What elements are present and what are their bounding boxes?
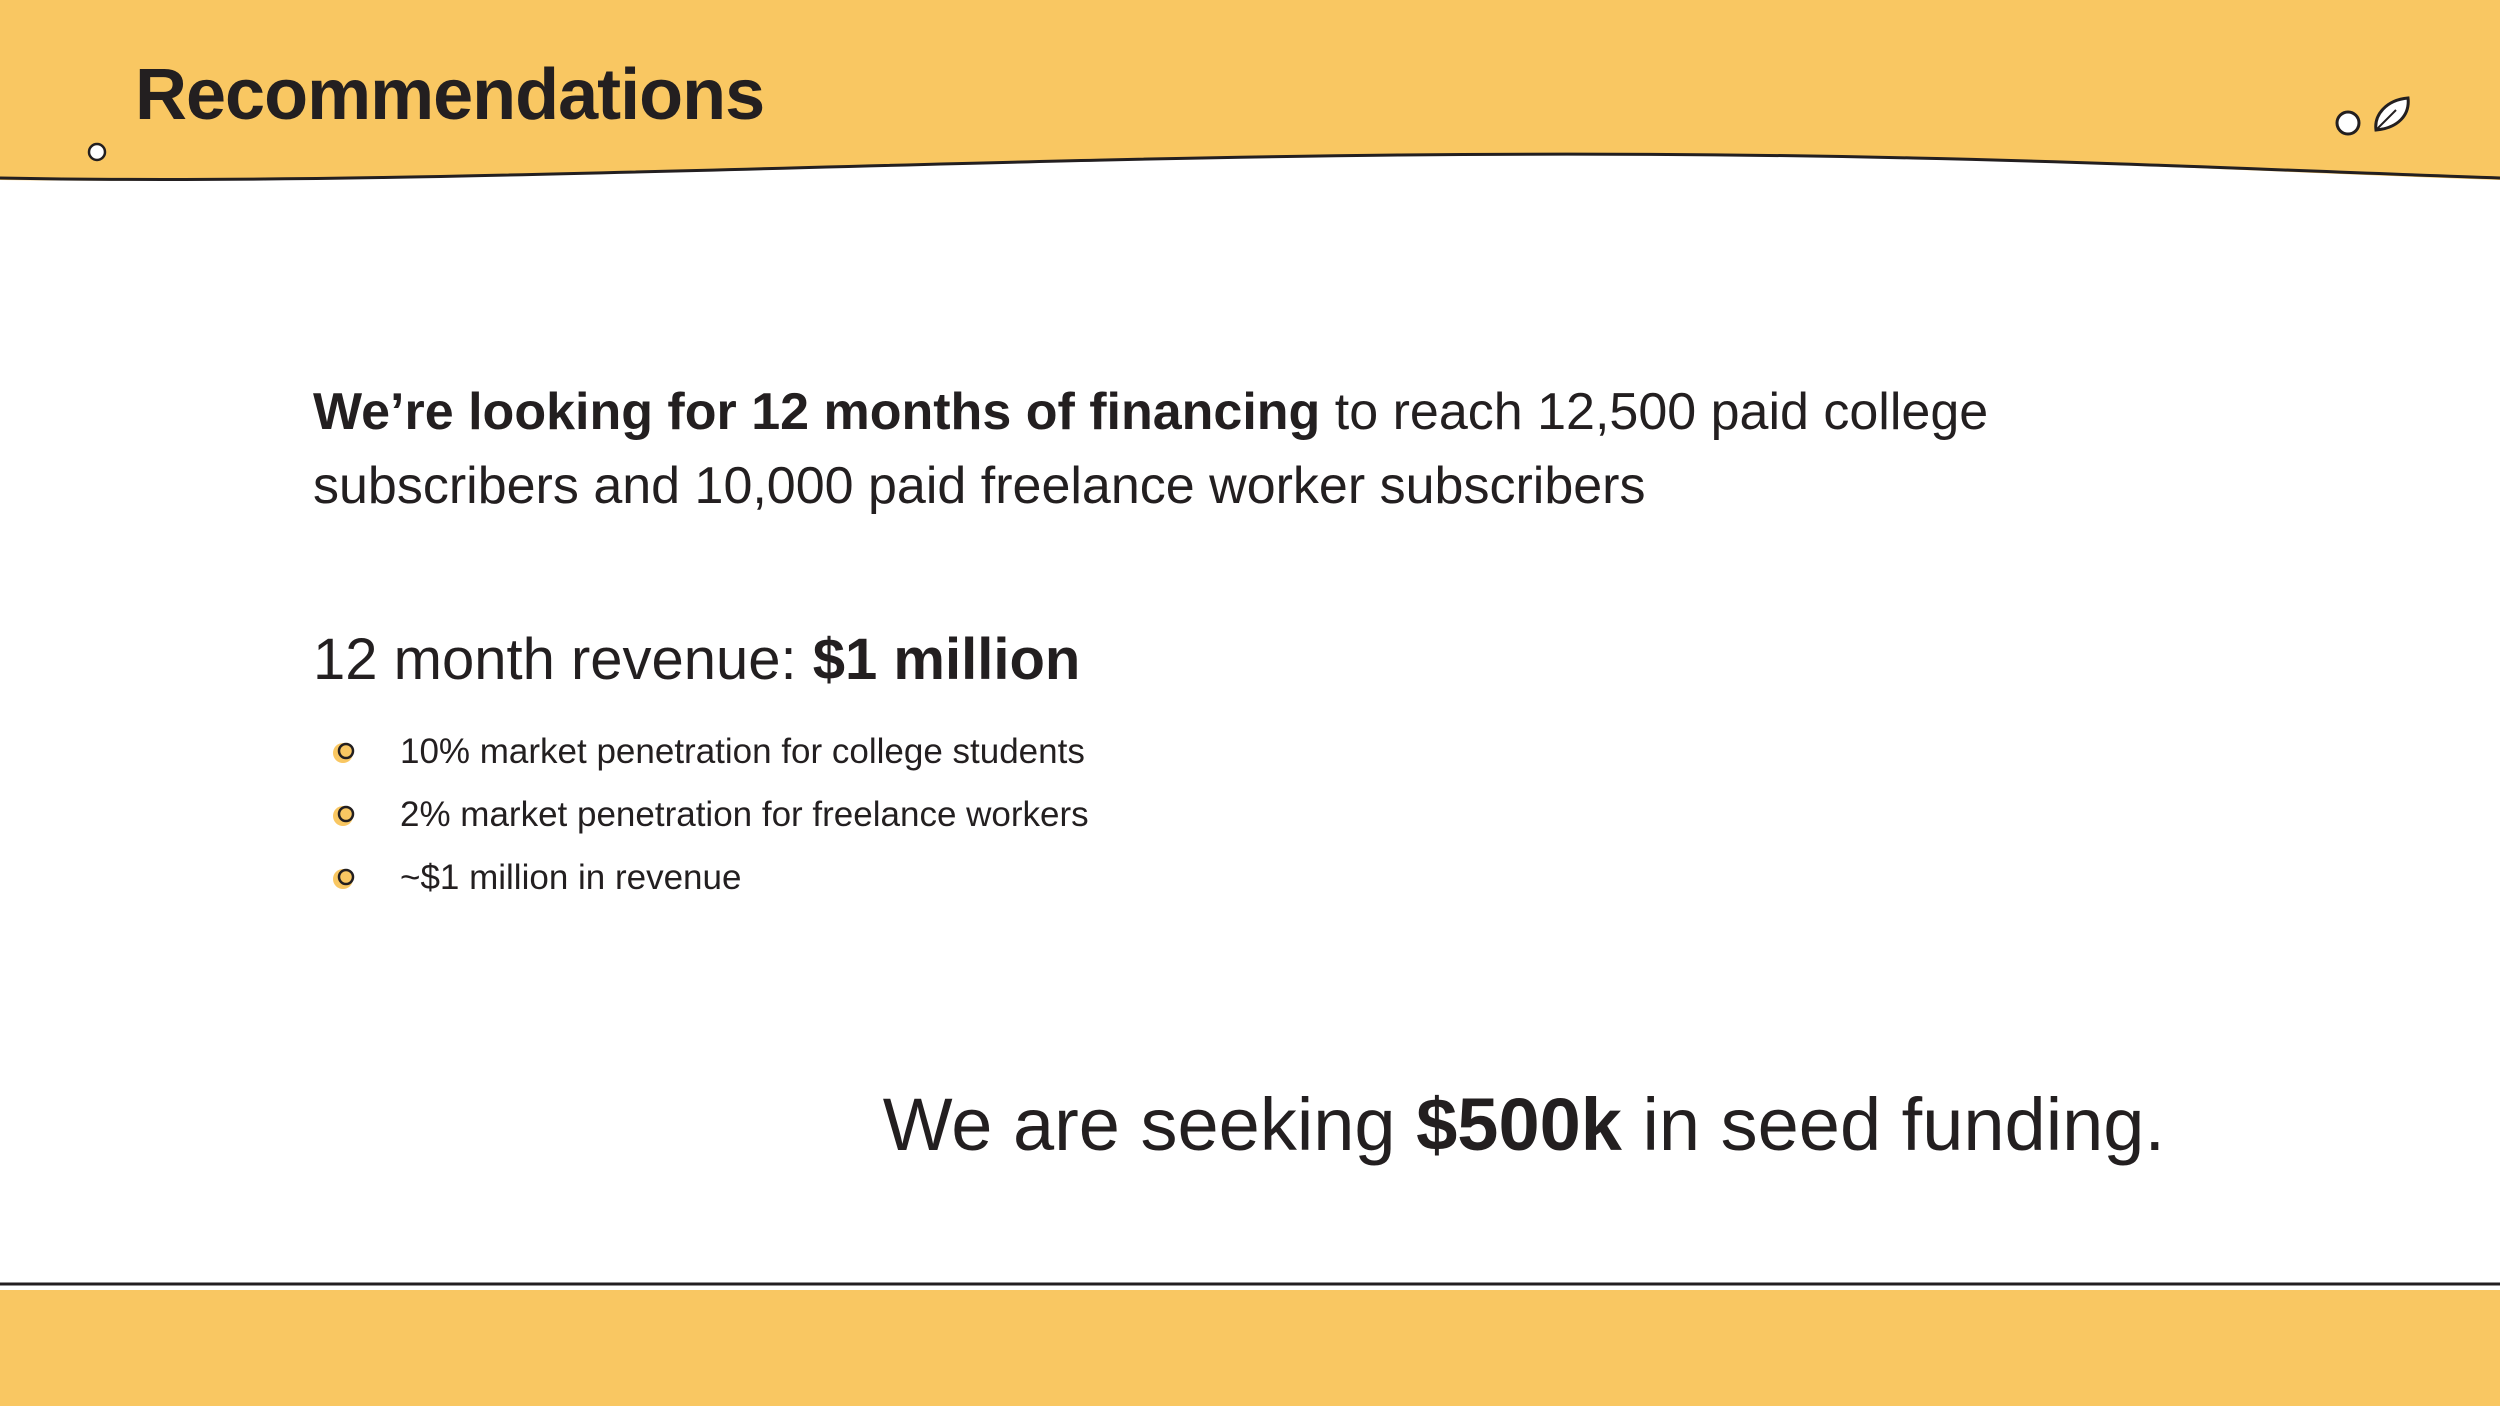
funding-ask-suffix: in seed funding. bbox=[1621, 1083, 2165, 1166]
bullet-text: 10% market penetration for college students bbox=[400, 731, 1085, 771]
bullet-circle-icon bbox=[330, 737, 360, 767]
revenue-heading bbox=[313, 620, 1080, 700]
bullet-text: ~$1 million in revenue bbox=[400, 857, 742, 897]
funding-ask bbox=[883, 1075, 2165, 1175]
revenue-label: 12 month revenue: bbox=[313, 627, 813, 692]
list-item bbox=[330, 846, 1089, 909]
financing-statement-rest: to reach 12,500 paid college subscribers and 10,000 paid freelance worker subscribers bbox=[313, 383, 1989, 515]
footer-band bbox=[0, 1270, 2500, 1406]
revenue-bullet-list bbox=[330, 720, 1089, 909]
financing-statement bbox=[313, 375, 2213, 523]
page-title: Recommendations bbox=[135, 55, 765, 135]
circle-icon bbox=[85, 140, 109, 164]
funding-amount: $500k bbox=[1416, 1083, 1622, 1166]
leaf-icon bbox=[2330, 90, 2420, 140]
bullet-text: 2% market penetration for freelance workers bbox=[400, 794, 1089, 834]
funding-ask-prefix: We are seeking bbox=[882, 1083, 1417, 1166]
list-item bbox=[330, 783, 1089, 846]
list-item bbox=[330, 720, 1089, 783]
bullet-circle-icon bbox=[330, 800, 360, 830]
bullet-circle-icon bbox=[330, 863, 360, 893]
revenue-value: $1 million bbox=[812, 627, 1081, 692]
financing-statement-bold: We’re looking for 12 months of financing bbox=[313, 383, 1321, 441]
